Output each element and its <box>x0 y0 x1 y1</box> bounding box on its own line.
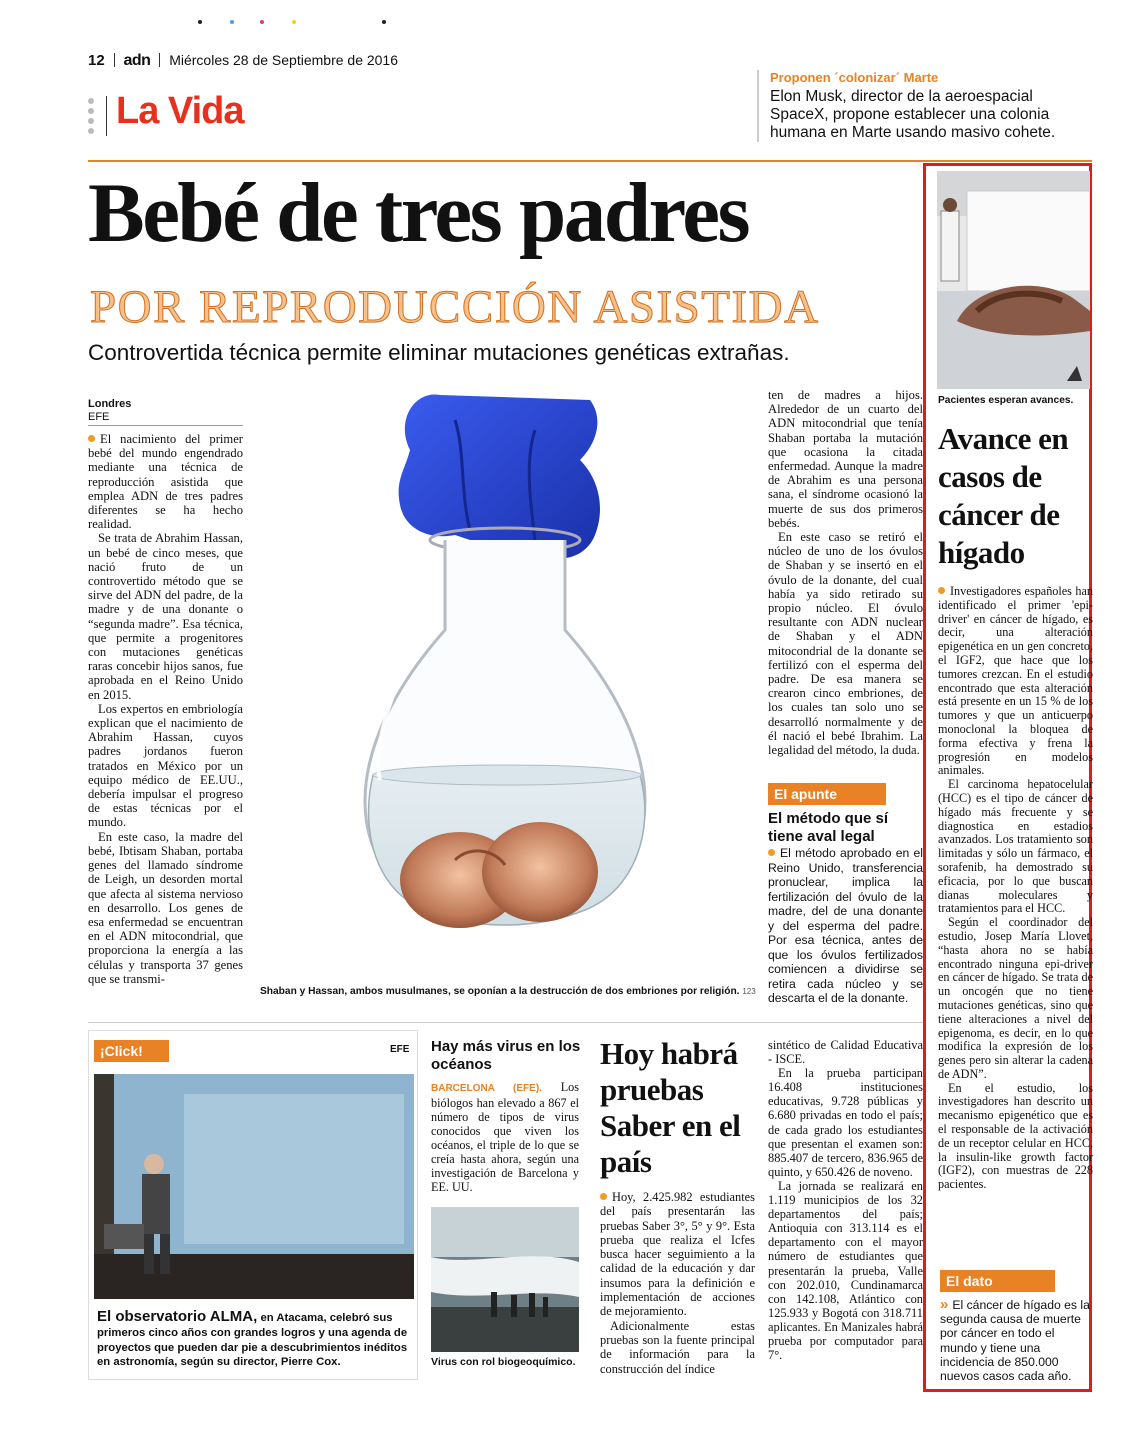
bullet-icon <box>600 1193 607 1200</box>
page-number: 12 <box>88 52 105 69</box>
virus-caption: Virus con rol biogeoquímico. <box>431 1356 576 1368</box>
apunte-label: El apunte <box>768 783 886 805</box>
section-dots <box>88 98 96 134</box>
promo-text: Elon Musk, director de la aeroespacial SpaceX, propone establecer una colonia humana en Marte usando masivo cohete. <box>770 88 1056 141</box>
main-article-col2: ten de madres a hijos. Alrededor de un cuarto del ADN mitocondrial que tenía Shaban portaba la mutación que ocasiona la citada enfermedad. Aunque la madre de Abrahim es una persona sana, el síndrome ocasionó la muerte de sus dos primeros bebés. En este caso se retiró el núcleo de uno de los óvulos de Shaban y se insertó en el óvulo de la donante, del cual había ya sido retirado su propio núcleo. El óvulo resultante con ADN nuclear de Shaban y el ADN mitocondrial de la donante se fertilizó con el esperma del padre. De esa manera se crearon cinco embriones, de los cuales tan solo uno se desarrolló normalmente y de él nació el bebé Ibrahim. La legalidad del método, la duda. <box>768 388 923 758</box>
click-label: ¡Click! <box>94 1040 169 1062</box>
adn-logo: adn <box>123 52 151 69</box>
dateline: Londres EFE <box>88 398 132 423</box>
promo-kicker: Proponen ´colonizar´ Marte <box>770 70 939 85</box>
page-header <box>88 52 408 74</box>
saber-col2: sintético de Calidad Educativa - ISCE. En la prueba participan 16.408 instituciones educativas, 9.728 públicas y 6.680 privadas en todo el país; de cada grado los estudiantes que presentan el examen son: 885.407 de tercero, 836.965 de quinto, y 650.426 de noveno. La jornada se realizará en 1.119 municipios de los 32 departamentos del país; Antioquia con 313.114 es el departamento con el mayor número de estudiantes que presentarán la prueba, Valle con 202.010, Cundinamarca con 142.108, Atlántico con 125.933 y Bogotá con 318.711 aplicantes. En Manizales habrá prueba por computador para 7°. <box>768 1038 923 1363</box>
saber-col1: Hoy, 2.425.982 estudiantes del país presentarán las pruebas Saber 3°, 5° y 9°. Esta prueba que realiza el Icfes busca hacer seguimiento a la calidad de la educación y dar insumos para la definición e implementación de acciones de mejoramiento. Adicionalmente estas pruebas son la fuente principal de información para la construcción del índice <box>600 1190 755 1376</box>
patients-photo <box>937 171 1090 389</box>
click-caption: El observatorio ALMA, en Atacama, celebró sus primeros cinco años con grandes logros y una agenda de proyectos que pueden dar pie a descubrimientos inéditos en astronomía, según su director, Pierre Cox. <box>97 1308 408 1369</box>
main-photo-caption: Shaban y Hassan, ambos musulmanes, se oponían a la destrucción de dos embriones por religión. 123 <box>260 986 756 997</box>
click-agency: EFE <box>390 1044 410 1055</box>
dato-label: El dato <box>940 1270 1055 1292</box>
issue-date: Miércoles 28 de Septiembre de 2016 <box>169 52 399 68</box>
virus-headline: Hay más virus en los océanos <box>431 1038 581 1073</box>
saber-headline: Hoy habrá pruebas Saber en el país <box>600 1036 741 1179</box>
main-article-col1: El nacimiento del primer bebé del mundo engendrado mediante una técnica de reproducción asistida que emplea ADN de tres padres diferentes se ha hecho realidad. Se trata de Abrahim Hassan, un bebé de cinco meses, que nació fruto de un controvertido método que se sirve del ADN del padre, de la madre y de una donante o “segunda madre”. Esa técnica, que permite a progenitores con mutaciones genéticas raras concebir hijos sanos, fue aprobada en el Reino Unido en 2015. Los expertos en embriología explican que el nacimiento de Abrahim Hassan, cuyos padres jordanos fueron tratados en México por un equipo médico de EE.UU., debería impulsar el progreso de estas técnicas por el mundo. En este caso, la madre del bebé, Ibtisam Shaban, portaba genes del llamado síndrome de Leigh, un desorden mortal que afecta al sistema nervioso en desarrollo. Los genes de esa enfermedad se encuentran en el ADN mitocondrial, que proporciona la energía a las células y transporta 37 genes que se transmi- <box>88 432 243 986</box>
main-deck: Controvertida técnica permite eliminar mutaciones genéticas extrañas. <box>88 340 790 365</box>
main-subhead: POR REPRODUCCIÓN ASISTIDA <box>90 281 820 333</box>
main-headline: Bebé de tres padres <box>88 166 749 260</box>
virus-text: BARCELONA (EFE). Los biólogos han elevado a 867 el número de tipos de virus conocidos que viven los océanos, el triple de lo que se creía hasta ahora, según una investigación de Barcelona y EE. UU. <box>431 1080 580 1194</box>
sidebar-article: Investigadores españoles han identificado el primer 'epi-driver' en cáncer de hígado, es decir, una alteración epigenética en un gen concreto, el IGF2, que hace que los tumores crezcan. En el estudio encontrado que esta alteración está presente en un 15 % de los tumores y que un anticuerpo monoclonal la bloquea de forma efectiva y frena la progresión en modelos animales. El carcinoma hepatocelular (HCC) es el tipo de cáncer de hígado más frecuente y se diagnostica en estadios avanzados. Los tratamiento son limitadas y sólo un fármaco, el sorafenib, ha demostrado su eficacia, por lo que buscan dianas moleculares y tratamientos para el HCC. Según el coordinador del estudio, Josep María Llovet, “hasta ahora no se había encontrado ninguna epi-driver en cáncer de hígado. Se trata de un oncogén que no tiene mutaciones genéticas, sino que tiene alteraciones a nivel del epigenoma, es decir, en lo que modifica la expresión de los genes pero sin alterar la cadena de ADN”. En el estudio, los investigadores han descrito un mecanismo epigenético que es el responsable de la activación de un receptor celular en HCC, la insulin-like growth factor (IGF2), con muestras de 228 pacientes. <box>938 584 1093 1192</box>
print-registration-marks <box>198 20 388 26</box>
apunte-text: El método aprobado en el Reino Unido, transferencia pronuclear, implica la fertilización del óvulo de la madre, del de una donante y del esperma del padre. Por esa técnica, antes de que los óvulos fertilizados comiencen a dividirse se retira cada núcleo y se descarta el de la donante. <box>768 846 923 1005</box>
alma-photo <box>94 1074 414 1299</box>
sidebar-headline: Avance en casos de cáncer de hígado <box>938 421 1069 570</box>
section-title: La Vida <box>116 90 244 132</box>
bullet-icon <box>88 435 95 442</box>
bullet-icon <box>938 587 945 594</box>
ocean-photo <box>431 1207 579 1352</box>
apunte-title: El método que sí tiene aval legal <box>768 810 889 845</box>
sidebar-photo-caption: Pacientes esperan avances. <box>938 395 1074 406</box>
dato-box: » El cáncer de hígado es la segunda causa de muerte por cáncer en todo el mundo y tiene una incidencia de 850.000 nuevos casos cada año. <box>940 1296 1090 1384</box>
bullet-icon <box>768 849 775 856</box>
flask-fetus-illustration <box>255 390 760 980</box>
double-chevron-icon: » <box>940 1296 949 1313</box>
